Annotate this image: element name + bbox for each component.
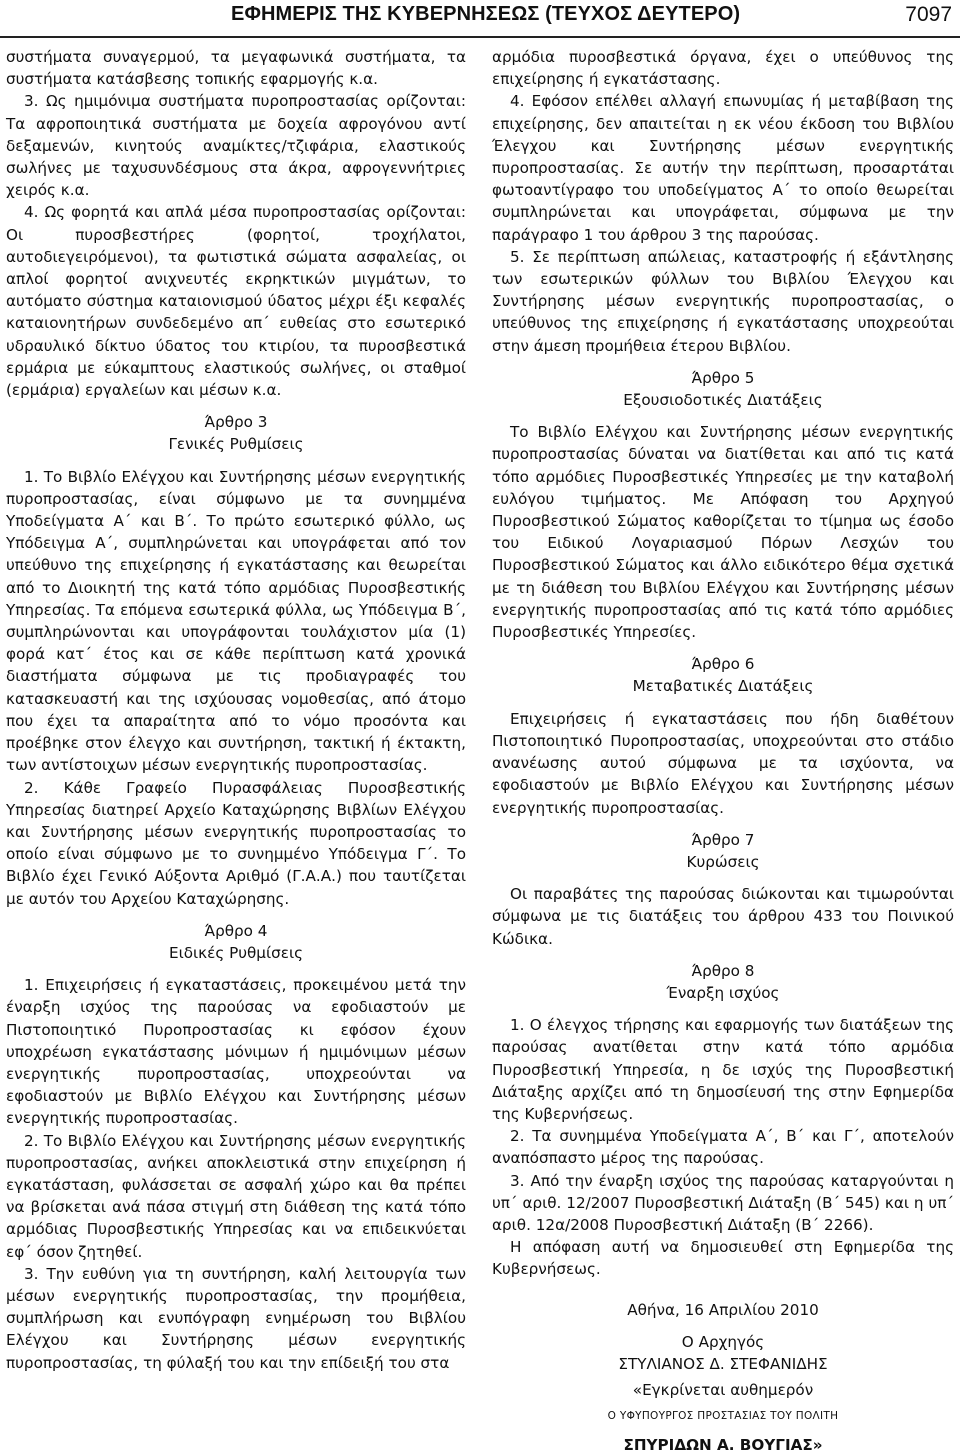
paragraph: Η απόφαση αυτή να δημοσιευθεί στη Εφημερίδα της Κυβερνήσεως. [492, 1238, 954, 1279]
paragraph: 3. Ως ημιμόνιμα συστήματα πυροπροστασίας ορίζονται: Τα αφροποιητικά συστήματα με δοχεία αφρογόνου αντί δεξαμενών, κινητούς αναμίκτες/τζιφάρια, ελαστικούς σωλήνες με ταχυσυνδέσμους στα άκρα, αφρογεννήτριες χειρός κ.α. [6, 92, 466, 200]
paragraph: 1. Επιχειρήσεις ή εγκαταστάσεις, προκειμένου μετά την έναρξη ισχύος της παρούσας να εφοδιαστούν με Πιστοποιητικό Πυροπροστασίας κι εφόσον έχουν υποχρέωση εγκατάστασης μόνιμων ή ημιμόνιμων μέσων ενεργητικής πυροπροστασίας, υποχρεούνται να εφοδιαστούν με Βιβλίο Ελέγχου και Συντήρησης μέσων ενεργητικής πυροπροστασίας. [6, 976, 466, 1128]
page-number: 7097 [905, 3, 952, 26]
article-4-subtitle: Ειδικές Ρυθμίσεις [169, 943, 303, 962]
paragraph: 3. Από την έναρξη ισχύος της παρούσας καταργούνται η υπ΄ αριθ. 12/2007 Πυροσβεστική Διάταξη (Β΄ 545) και η υπ΄ αριθ. 12α/2008 Πυροσβεστική Διάταξη (Β΄ 2266). [492, 1171, 954, 1234]
minister-role: Ο ΥΦΥΠΟΥΡΓΟΣ ΠΡΟΣΤΑΣΙΑΣ ΤΟΥ ΠΟΛΙΤΗ [607, 1410, 839, 1423]
paragraph: Επιχειρήσεις ή εγκαταστάσεις που ήδη διαθέτουν Πιστοποιητικό Πυροπροστασίας, υποχρεούνται στο στάδιο ανανέωσης αυτού σύμφωνα με τα ισχύοντα, να εφοδιαστούν με Βιβλίο Ελέγχου και Συντήρησης μέσων ενεργητικής πυροπροστασίας. [492, 709, 954, 817]
paragraph: 4. Ως φορητά και απλά μέσα πυροπροστασίας ορίζονται: Οι πυροσβεστήρες (φορητοί, τροχήλατοι, αυτοδιεγειρόμενοι), τα φωτιστικά σώματα ασφαλείας, οι απλοί φορητοί ανιχνευτές εκρηκτικών μιγμάτων, το αυτόματο σύστημα καταιονισμού ύδατος μέχρι έξι κεφαλές καταιονητήρων συνδεδεμένο απ΄ ευθείας στο εσωτερικό υδραυλικό δίκτυο ύδατος του κτιρίου, τα πυροσβεστικά ερμάρια με εύκαμπτους ελαστικούς σωλήνες, οι σταθμοί (ερμάρια) εργαλείων και μέσων κ.α. [6, 203, 466, 400]
article-4-title: Άρθρο 4 [204, 921, 268, 940]
paragraph: 2. Τα συνημμένα Υποδείγματα Α΄, Β΄ και Γ΄, αποτελούν αναπόσπαστο μέρος της παρούσας. [492, 1127, 954, 1168]
paragraph: 4. Εφόσον επέλθει αλλαγή επωνυμίας ή μεταβίβαση της επιχείρησης, δεν απαιτείται η εκ νέου έκδοση του Βιβλίου Έλεγχου και Συντήρησης μέσων ενεργητικής πυροπροστασίας. Σε αυτήν την περίπτωση, προσαρτάται φωτοαντίγραφο του υποδείγματος Α΄ το οποίο θεωρείται συμπληρώνεται και υπογράφεται, σύμφωνα με την παράγραφο 1 του άρθρου 3 της παρούσας. [492, 92, 954, 244]
article-6-subtitle: Μεταβατικές Διατάξεις [632, 677, 814, 696]
article-3-title: Άρθρο 3 [204, 413, 268, 432]
article-8-subtitle: Έναρξη ισχύος [666, 983, 780, 1002]
signatory-role: Ο Αρχηγός [681, 1332, 765, 1351]
left-column [6, 46, 466, 1374]
page-header [0, 0, 960, 38]
paragraph: 3. Την ευθύνη για τη συντήρηση, καλή λειτουργία των μέσων ενεργητικής πυροπροστασίας, την προμήθεια, συμπλήρωση και ενυπόγραφη ενημέρωση του Βιβλίου Ελέγχου και Συντήρησης μέσων ενεργητικής πυροπροστασίας, τη φύλαξή του και την επίδειξή του στα [6, 1264, 466, 1372]
paragraph: αρμόδια πυροσβεστικά όργανα, έχει ο υπεύθυνος της επιχείρησης ή εγκατάστασης. [492, 48, 954, 89]
article-7-title: Άρθρο 7 [691, 830, 755, 849]
gazette-title: ΕΦΗΜΕΡΙΣ ΤΗΣ ΚΥΒΕΡΝΗΣΕΩΣ (ΤΕΥΧΟΣ ΔΕΥΤΕΡΟ) [231, 3, 741, 25]
signature-date: Αθήνα, 16 Απριλίου 2010 [627, 1300, 819, 1319]
approval-note: «Εγκρίνεται αυθημερόν [632, 1381, 814, 1400]
paragraph: 1. Ο έλεγχος τήρησης και εφαρμογής των διατάξεων της παρούσας ανατίθεται στην κατά τόπο αρμόδια Πυροσβεστική Υπηρεσία, η δε ισχύς της Πυροσβεστική Διάταξης αρχίζει από τη δημοσίευσή της στην Εφημερίδα της Κυβερνήσεως. [492, 1016, 954, 1123]
right-column [492, 46, 954, 1456]
minister-name: ΣΠΥΡΙΔΩΝ Α. ΒΟΥΓΙΑΣ» [623, 1435, 823, 1454]
article-8-title: Άρθρο 8 [691, 961, 755, 980]
paragraph: Το Βιβλίο Ελέγχου και Συντήρησης μέσων ενεργητικής πυροπροστασίας δύναται να διατίθεται και από τις κατά τόπο αρμόδιες Πυροσβεστικές Υπηρεσίες με την καταβολή ευλόγου τιμήματος. Με Απόφαση του Αρχηγού Πυροσβεστικού Σώματος καθορίζεται το τίμημα ως έσοδο του Ειδικού Λογαριασμού Πόρων Λεσχών του Πυροσβεστικού Σώματος και άλλο ειδικότερο θέμα σχετικά με τη διάθεση του Βιβλίου Ελέγχου και Συντήρησης μέσων ενεργητικής πυροπροστασίας από τις κατά τόπο αρμόδιες Πυροσβεστικές Υπηρεσίες. [492, 423, 954, 642]
article-5-title: Άρθρο 5 [691, 368, 755, 387]
article-5-subtitle: Εξουσιοδοτικές Διατάξεις [623, 391, 823, 410]
article-7-subtitle: Κυρώσεις [686, 852, 760, 871]
paragraph: Οι παραβάτες της παρούσας διώκονται και τιμωρούνται σύμφωνα με τις διατάξεις του άρθρου 433 του Ποινικού Κώδικα. [492, 885, 954, 948]
signatory-name: ΣΤΥΛΙΑΝΟΣ Δ. ΣΤΕΦΑΝΙΔΗΣ [618, 1354, 828, 1373]
article-3-subtitle: Γενικές Ρυθμίσεις [168, 435, 304, 454]
paragraph: 2. Το Βιβλίο Ελέγχου και Συντήρησης μέσων ενεργητικής πυροπροστασίας, ανήκει αποκλειστικά στην επιχείρηση ή εγκατάσταση, φυλάσσεται σε ασφαλή χώρο και θα πρέπει να βρίσκεται ανά πάσα στιγμή στη διάθεση της κατά τόπο αρμόδιας Πυροσβεστικής Υπηρεσίας και να επιδεικνύεται εφ΄ όσον ζητηθεί. [6, 1131, 466, 1261]
paragraph: 1. Το Βιβλίο Ελέγχου και Συντήρησης μέσων ενεργητικής πυροπροστασίας, είναι σύμφωνο με τα συνημμένα Υποδείγματα Α΄ και Β΄. Το πρώτο εσωτερικό φύλλο, ως Υπόδειγμα Α΄, συμπληρώνεται και υπογράφεται από τον υπεύθυνο της επιχείρησης ή εγκατάστασης και θεωρείται από το Διοικητή της κατά τόπο αρμόδιας Πυροσβεστικής Υπηρεσίας. Τα επόμενα εσωτερικά φύλλα, ως Υπόδειγμα Β΄, συμπληρώνονται και υπογράφονται τουλάχιστον μία (1) φορά κατ΄ έτος και σε κάθε περίπτωση κατά χρονικά διαστήματα σύμφωνα με τις προδιαγραφές του κατασκευαστή και της ισχύουσας νομοθεσίας, από άτομο που έχει τα απαραίτητα από το νόμο προσόντα και προέβηκε στον έλεγχο και συντήρηση, τακτική ή έκτακτη, των αντίστοιχων μέσων ενεργητικής πυροπροστασίας. [6, 467, 466, 775]
paragraph: συστήματα συναγερμού, τα μεγαφωνικά συστήματα, τα συστήματα κατάσβεσης τοπικής εφαρμογής κ.α. [6, 48, 466, 89]
paragraph: 2. Κάθε Γραφείο Πυρασφάλειας Πυροσβεστικής Υπηρεσίας διατηρεί Αρχείο Καταχώρησης Βιβλίων Ελέγχου και Συντήρησης μέσων ενεργητικής πυροπροστασίας το οποίο είναι σύμφωνο με το συνημμένο Υπόδειγμα Γ΄. Το Βιβλίο έχει Γενικό Αύξοντα Αριθμό (Γ.Α.Α.) που ταυτίζεται με αυτόν του Αρχείου Καταχώρησης. [6, 778, 466, 908]
article-6-title: Άρθρο 6 [691, 655, 755, 674]
paragraph: 5. Σε περίπτωση απώλειας, καταστροφής ή εξάντλησης των εσωτερικών φύλλων του Βιβλίου Έλεγχου και Συντήρησης μέσων ενεργητικής πυροπροστασίας, ο υπεύθυνος της επιχείρησης ή εγκατάστασης υποχρεούται στην άμεση προμήθεια έτερου Βιβλίου. [492, 247, 954, 355]
